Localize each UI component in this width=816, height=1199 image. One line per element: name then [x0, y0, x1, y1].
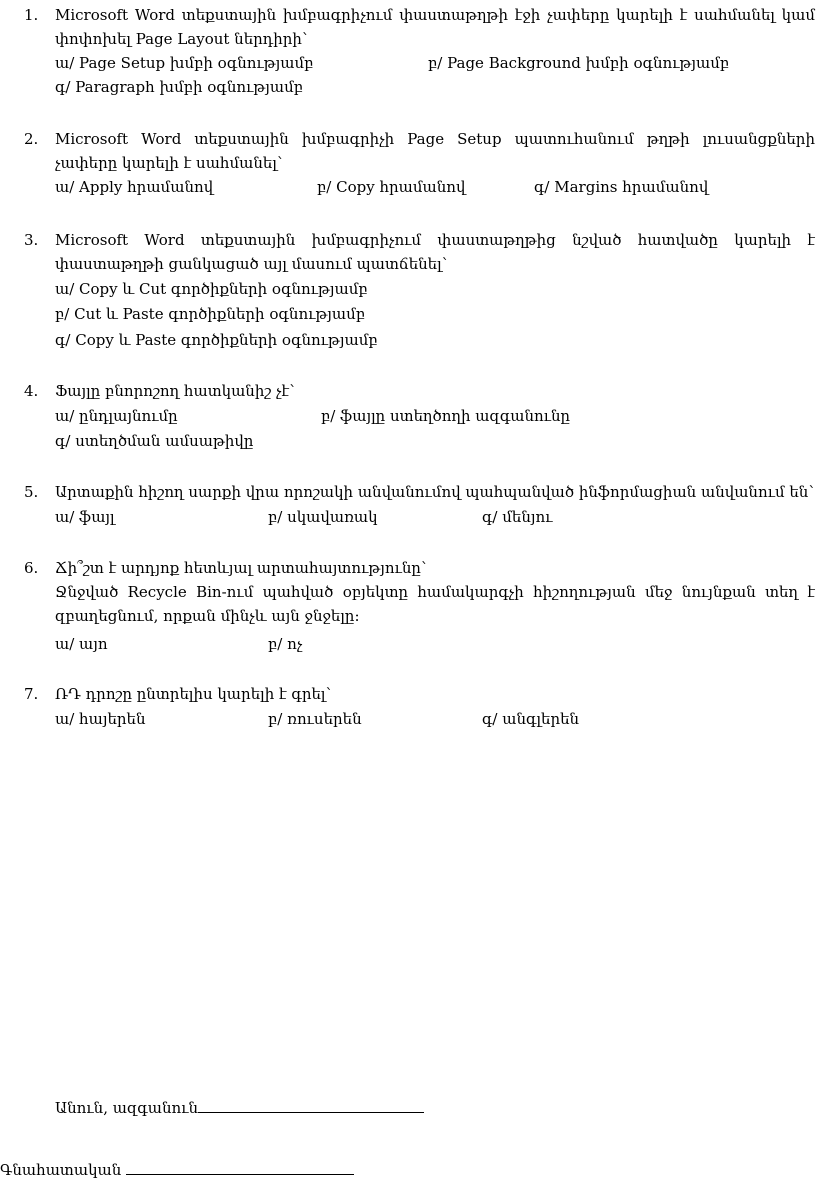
option-b: բ/ ռուսերեն — [268, 710, 362, 728]
option-b: բ/ ֆայլը ստեղծողի ազգանունը — [321, 407, 571, 425]
option-c: գ/ ստեղծման ամսաթիվը — [55, 432, 254, 450]
question-statement: Ջնջված Recycle Bin-ում պահված օբյեկտը համակարգչի հիշողության մեջ նույնքան տեղ է զբաղեցնում, որքան մինչև այն ջնջելը: — [55, 583, 815, 625]
question-text: ՌԴ դրոշը ընտրելիս կարելի է գրել՝ — [55, 685, 331, 703]
option-c: գ/ անգլերեն — [482, 710, 580, 728]
question-text: Microsoft Word տեքստային խմբագրիչում փաստաթղթից նշված հատվածը կարելի է փաստաթղթի ցանկացած այլ մասում պատճենել՝ — [55, 231, 815, 273]
option-a: ա/ Copy և Cut գործիքների օգնությամբ — [55, 280, 368, 298]
option-c: գ/ Copy և Paste գործիքների օգնությամբ — [55, 331, 378, 349]
question-text: Microsoft Word տեքստային խմբագրիչի Page Setup պատուհանում թղթի լուսանցքների չափերը կարելի է սահմանել՝ — [55, 130, 815, 172]
question-number: 5. — [24, 483, 39, 501]
question-number: 1. — [24, 6, 39, 24]
question-text: Ճի՞շտ է արդյոք հետևյալ արտահայտությունը՝ — [55, 559, 427, 577]
option-b: բ/ Cut և Paste գործիքների օգնությամբ — [55, 305, 366, 323]
grade-label: Գնահատական — [0, 1161, 122, 1179]
grade-field — [0, 1158, 354, 1182]
question-text: Microsoft Word տեքստային խմբագրիչում փաստաթղթի էջի չափերը կարելի է սահմանել կամ փոփոխել Page Layout ներդիրի՝ — [55, 6, 815, 48]
name-field — [55, 1096, 424, 1120]
question-number: 6. — [24, 559, 39, 577]
question-text: Ֆայլը բնորոշող հատկանիշ չէ՝ — [55, 382, 295, 400]
name-underline[interactable] — [198, 1096, 424, 1113]
option-c: գ/ մենյու — [482, 508, 553, 526]
option-b: բ/ Copy հրամանով — [317, 178, 466, 196]
option-a: ա/ Apply հրամանով — [55, 178, 214, 196]
option-c: գ/ Paragraph խմբի օգնությամբ — [55, 78, 304, 96]
grade-underline[interactable] — [126, 1158, 354, 1175]
question-number: 2. — [24, 130, 39, 148]
option-a: ա/ Page Setup խմբի օգնությամբ — [55, 54, 314, 72]
question-number: 3. — [24, 231, 39, 249]
option-a: ա/ ընդլայնումը — [55, 407, 178, 425]
option-b: բ/ ոչ — [268, 635, 303, 653]
option-a: ա/ այո — [55, 635, 108, 653]
question-number: 7. — [24, 685, 39, 703]
option-b: բ/ Page Background խմբի օգնությամբ — [428, 54, 730, 72]
question-number: 4. — [24, 382, 39, 400]
name-label: Անուն, ազգանուն — [55, 1099, 199, 1117]
option-b: բ/ սկավառակ — [268, 508, 378, 526]
option-a: ա/ ֆայլ — [55, 508, 115, 526]
option-a: ա/ հայերեն — [55, 710, 146, 728]
question-text: Արտաքին հիշող սարքի վրա որոշակի անվանումով պահպանված ինֆորմացիան անվանում են՝ — [55, 483, 814, 501]
option-c: գ/ Margins հրամանով — [534, 178, 709, 196]
